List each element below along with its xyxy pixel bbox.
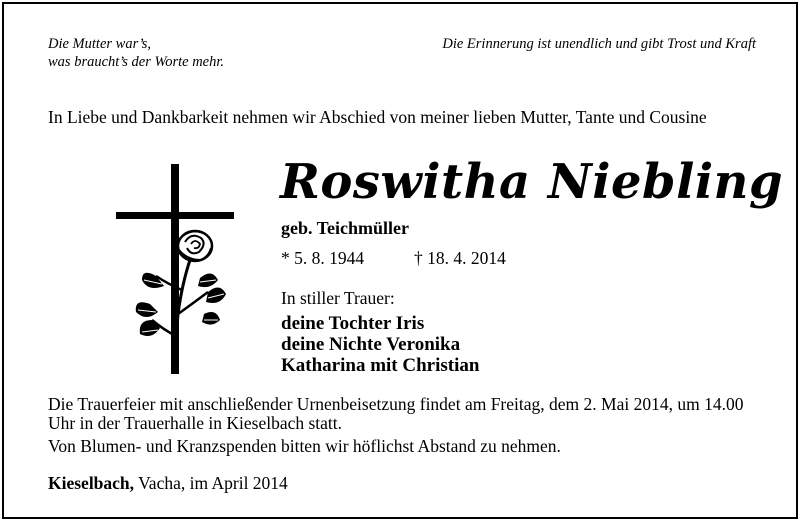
place-rest: Vacha, im April 2014 — [134, 473, 288, 493]
mourner-line: Katharina mit Christian — [281, 355, 480, 376]
deceased-name: Roswitha Niebling — [280, 154, 784, 210]
quote-right: Die Erinnerung ist unendlich und gibt Trost und Kraft — [442, 36, 756, 52]
quote-left-line-2: was braucht’s der Worte mehr. — [48, 54, 225, 70]
flowers-note: Von Blumen- und Kranzspenden bitten wir höflichst Abstand zu nehmen. — [48, 436, 561, 456]
quote-left-line-1: Die Mutter war’s, — [48, 36, 151, 52]
death-date: † 18. 4. 2014 — [414, 248, 506, 268]
life-dates — [281, 248, 506, 269]
intro-text: In Liebe und Dankbarkeit nehmen wir Abschied von meiner lieben Mutter, Tante und Cousine — [48, 107, 707, 127]
funeral-info: Die Trauerfeier mit anschließender Urnenbeisetzung findet am Freitag, dem 2. Mai 2014, um 14.00 Uhr in der Trauerhalle in Kieselbach statt. — [48, 394, 744, 433]
mourner-line: deine Nichte Veronika — [281, 334, 461, 355]
obituary-notice — [2, 2, 798, 519]
mourners-list — [281, 313, 479, 376]
place-date — [48, 473, 288, 494]
mourning-label: In stiller Trauer: — [281, 288, 395, 308]
place-town: Kieselbach, — [48, 473, 135, 493]
mourner-line: deine Tochter Iris — [281, 313, 425, 334]
birth-date: * 5. 8. 1944 — [281, 248, 365, 268]
quote-left — [48, 35, 224, 71]
cross-with-rose-icon — [116, 164, 236, 374]
maiden-name: geb. Teichmüller — [281, 218, 410, 238]
